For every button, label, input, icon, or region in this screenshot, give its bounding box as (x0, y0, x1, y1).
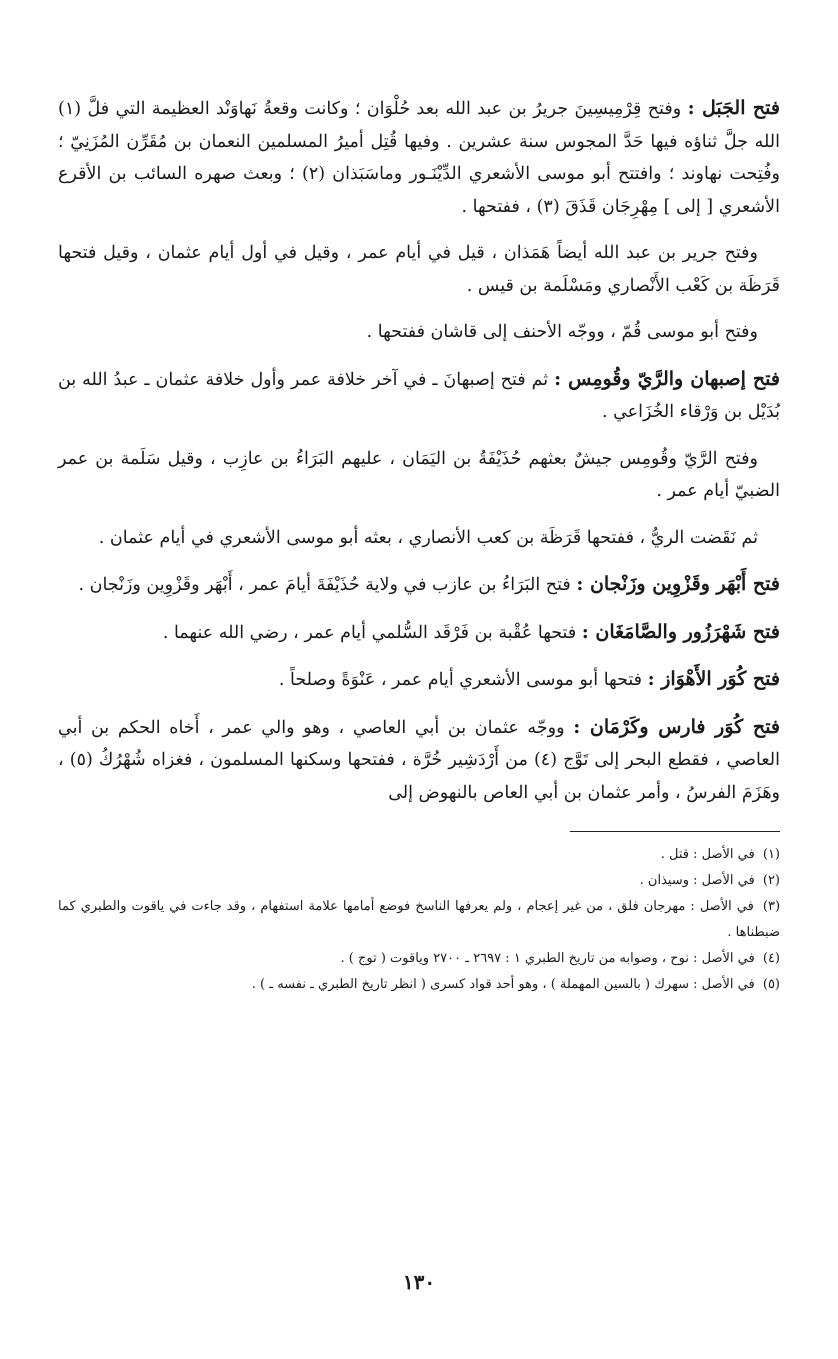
paragraph-rayy (58, 443, 780, 508)
main-text (58, 92, 780, 809)
paragraph-text: ووجّه عثمان بن أبي العاصي ، وهو والي عمر ، أَخاه الحكم بن أبي العاصي ، فقطع البحر إلى تَوَّج (٤) من أَرْدَشِير خُرَّة ، ففتحها وسكنها المسلمون ، فغزاه شُهْرُكُ (٥) ، وهَزَمَ الفرسُ ، وأمر عثمان بن أبي العاص بالنهوض إلى (58, 717, 780, 803)
section-heading: فتح الجَبَل : (687, 97, 780, 119)
paragraph-hamadhan (58, 237, 780, 302)
footnote (58, 946, 780, 972)
footnote-text: في الأصل : قتل . (660, 847, 755, 862)
section-heading: فتح شَهْرَزُور والصَّامَغَان : (581, 620, 780, 643)
paragraph-text: وفتح أبو موسى قُمّ ، ووجّه الأحنف إلى قاشان ففتحها . (366, 322, 758, 342)
section-heading: فتح أَبْهَر وقَزْوِين وزَنْجان : (576, 573, 780, 595)
footnote-number: (٣) (762, 899, 781, 914)
paragraph-text: فتحها عُقْبة بن فَرْقَد السُّلمي أيام عمر ، رضي الله عنهما . (162, 622, 582, 643)
section-heading: فتح إصبهان والرَّيّ وقُومِس : (554, 367, 780, 390)
paragraph-text: فتحها أبو موسى الأشعري أيام عمر ، عَنْوَةً وصلحاً . (278, 670, 648, 690)
paragraph-shahrazur (58, 616, 780, 650)
footnote (58, 868, 780, 894)
footnote-number: (٤) (762, 951, 780, 966)
footnote (58, 894, 780, 946)
footnote (58, 972, 780, 998)
section-heading: فتح كُوَر فارس وكَرْمَان : (573, 715, 781, 738)
footnote-number: (٢) (762, 873, 780, 888)
paragraph-rayy-revolt (58, 522, 780, 555)
section-heading: فتح كُوَر الأَهْوَاز : (647, 668, 780, 690)
page-number: ١٣٠ (402, 1270, 436, 1294)
paragraph-text: وفتح الرَّيّ وقُومِس جيشٌ بعثهم حُذَيْفَةُ بن اليَمَان ، عليهم البَرَاءُ بن عازِب ، وقيل سَلَمة بن عمر الضبيّ أيام عمر . (58, 448, 780, 501)
footnote-text: في الأصل : وسيذان . (639, 873, 755, 888)
paragraph-text: وفتح جرير بن عبد الله أيضاً هَمَذان ، قيل في أيام عمر ، وقيل في أول أيام عثمان ، وقيل فتحها قَرَظَة بن كَعْب الأَنْصاري ومَسْلَمة بن قيس . (58, 243, 780, 296)
footnote-number: (١) (762, 847, 780, 862)
footnotes (58, 842, 780, 998)
paragraph-abhar (58, 568, 780, 602)
paragraph-isbahan (58, 363, 780, 429)
paragraph-fars (58, 711, 780, 810)
footnote (58, 842, 780, 868)
paragraph-ahwaz (58, 663, 780, 697)
footnote-text: في الأصل : سهرك ( بالسين المهملة ) ، وهو أحد قواد كسرى ( انظر تاريخ الطبري ـ نفسه ـ ) . (251, 977, 755, 992)
footnote-divider (570, 831, 780, 832)
paragraph-text: فتح البَرَاءُ بن عازب في ولاية حُذَيْفَةَ أيامَ عمر ، أَبْهَر وقَزْوِين وزَنْجان . (78, 575, 577, 595)
paragraph-text: ثم فتح إصبهانَ ـ في آخر خلافة عمر وأول خلافة عثمان ـ عبدُ الله بن بُدَيْل بن وَرْقاء الخُزَاعي . (58, 369, 780, 422)
paragraph-text: ثم نَقَضت الريُّ ، ففتحها قَرَظَة بن كعب الأنصاري ، بعثه أبو موسى الأشعري في أيام عثمان . (98, 527, 758, 548)
footnote-number: (٥) (762, 977, 780, 992)
footnote-text: في الأصل : نوح ، وصوابه من تاريخ الطبري ١ : ٢٦٩٧ ـ ٢٧٠٠ وياقوت ( توج ) . (340, 951, 755, 966)
book-page (58, 92, 780, 1322)
paragraph-qum (58, 316, 780, 349)
footnote-text: في الأصل : مهرجان فلق ، من غير إعجام ، ولم يعرفها الناسخ فوضع أمامها علامة استفهام ، وقد جاءت في ياقوت والطبري كما ضبطناها . (58, 899, 780, 940)
paragraph-text: وفتح قِرْمِيسِينَ جريرُ بن عبد الله بعد حُلْوَان ؛ وكانت وقعةُ نَهاوَنْد العظيمة التي فلَّ (١) الله جلَّ ثناؤه فيها حَدَّ المجوس سنة عشرين . وفيها قُتِل أميرُ المسلمين النعمان بن مُقَرِّن المُزَنِيّ ؛ وفُتِحت نهاوند ؛ وافتتح أبو موسى الأشعري الدِّيْنَـور وماسَبَذان (٢) ؛ وبعث صهره السائب بن الأقرع الأشعري [ إلى ] مِهْرِجَان قَذَقَ (٣) ، ففتحها . (58, 99, 781, 217)
paragraph-jabal (58, 92, 780, 223)
